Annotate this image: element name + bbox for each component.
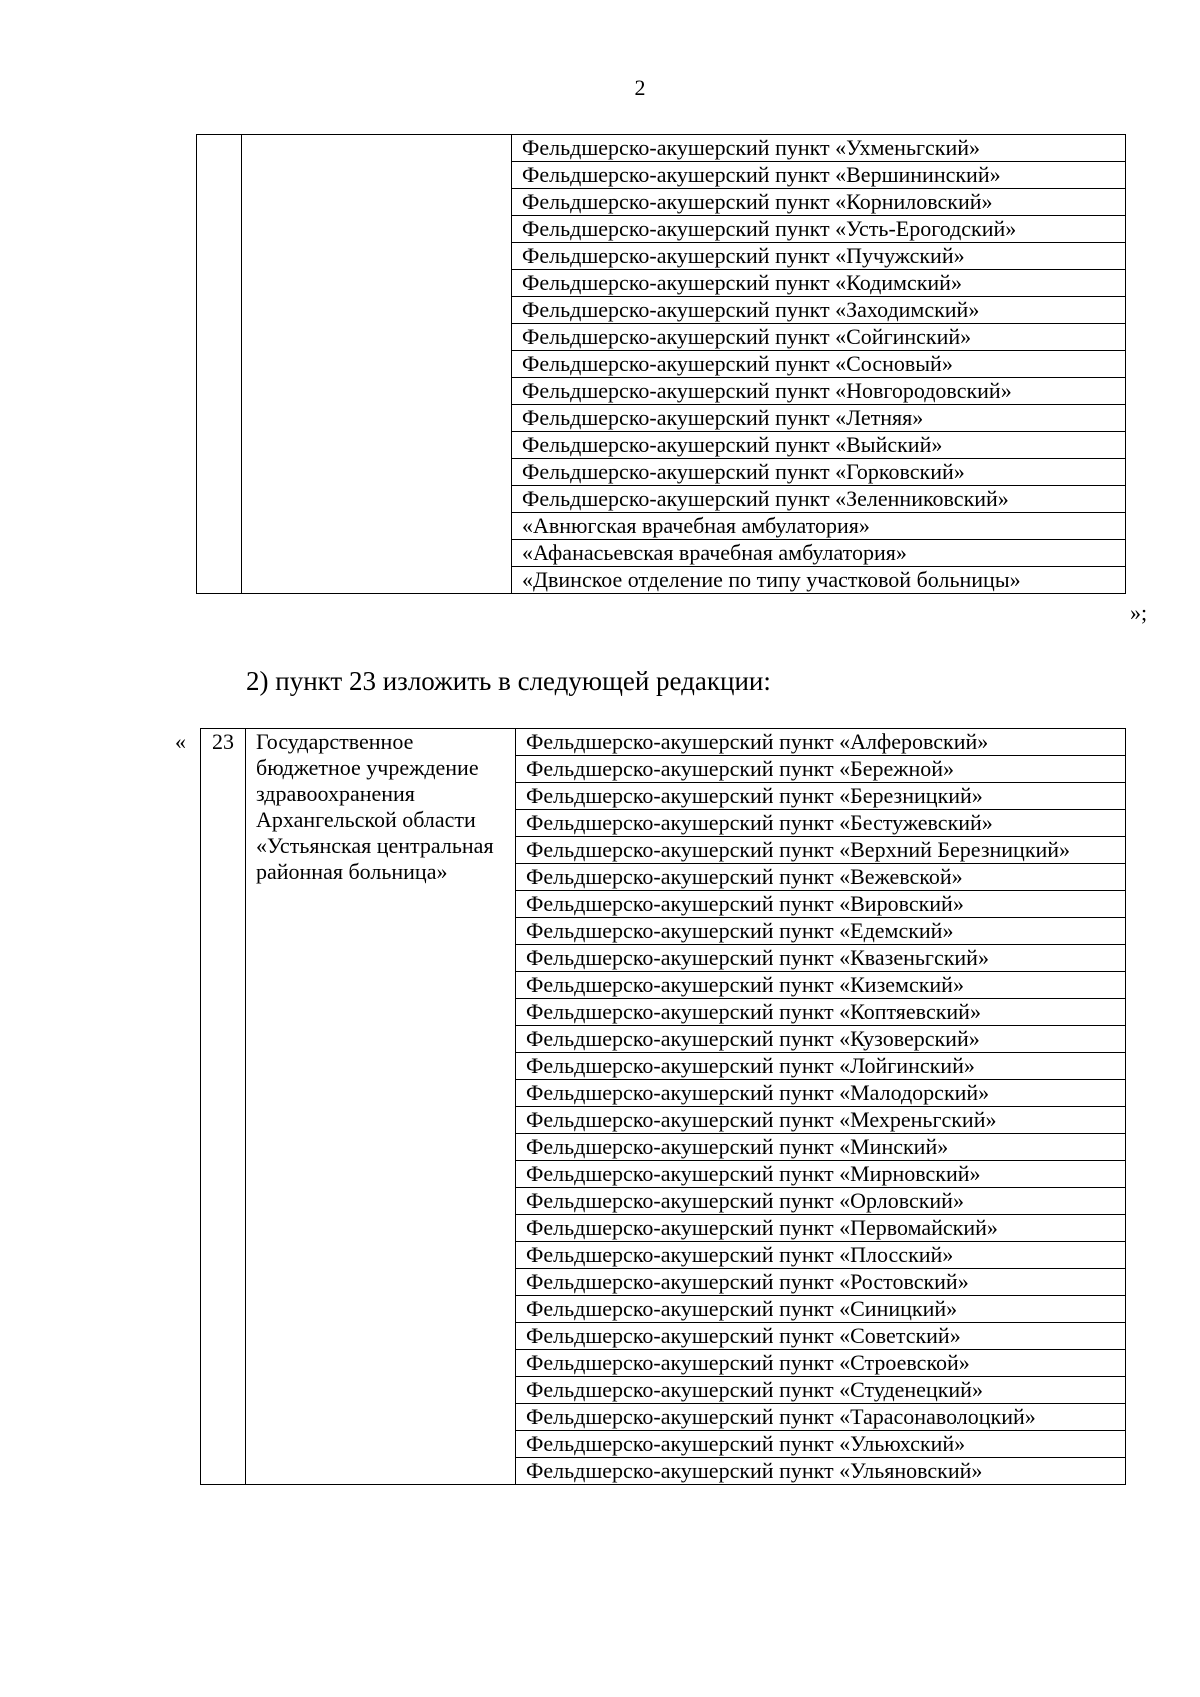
amendment-instruction: 2) пункт 23 изложить в следующей редакции:: [246, 666, 771, 696]
facility-cell: Фельдшерско-акушерский пункт «Новгородовский»: [512, 378, 1126, 405]
facility-cell: Фельдшерско-акушерский пункт «Ульюхский»: [516, 1431, 1126, 1458]
facility-cell: Фельдшерско-акушерский пункт «Мирновский»: [516, 1161, 1126, 1188]
institution-cell: Государственное бюджетное учреждение здравоохранения Архангельской области «Устьянская центральная районная больница»: [246, 729, 516, 1485]
facility-cell: Фельдшерско-акушерский пункт «Первомайский»: [516, 1215, 1126, 1242]
institution-cell: [242, 135, 512, 594]
facility-cell: Фельдшерско-акушерский пункт «Строевской»: [516, 1350, 1126, 1377]
facility-cell: Фельдшерско-акушерский пункт «Березницкий»: [516, 783, 1126, 810]
closing-quote-mark: »;: [1130, 600, 1148, 625]
facility-cell: Фельдшерско-акушерский пункт «Сосновый»: [512, 351, 1126, 378]
opening-quote-mark: «: [175, 729, 186, 754]
facility-cell: Фельдшерско-акушерский пункт «Едемский»: [516, 918, 1126, 945]
facility-cell: Фельдшерско-акушерский пункт «Сойгинский»: [512, 324, 1126, 351]
facility-cell: Фельдшерско-акушерский пункт «Студенецкий»: [516, 1377, 1126, 1404]
facility-cell: Фельдшерско-акушерский пункт «Вировский»: [516, 891, 1126, 918]
facility-cell: Фельдшерско-акушерский пункт «Летняя»: [512, 405, 1126, 432]
facility-cell: Фельдшерско-акушерский пункт «Орловский»: [516, 1188, 1126, 1215]
facility-cell: «Двинское отделение по типу участковой больницы»: [512, 567, 1126, 594]
facility-cell: Фельдшерско-акушерский пункт «Ульяновский»: [516, 1458, 1126, 1485]
facility-cell: Фельдшерско-акушерский пункт «Ростовский»: [516, 1269, 1126, 1296]
facility-cell: Фельдшерско-акушерский пункт «Квазеньгский»: [516, 945, 1126, 972]
table-row: [201, 729, 1126, 756]
facility-cell: Фельдшерско-акушерский пункт «Синицкий»: [516, 1296, 1126, 1323]
facility-cell: Фельдшерско-акушерский пункт «Советский»: [516, 1323, 1126, 1350]
facility-cell: Фельдшерско-акушерский пункт «Бестужевский»: [516, 810, 1126, 837]
facility-cell: Фельдшерско-акушерский пункт «Верхний Березницкий»: [516, 837, 1126, 864]
facility-cell: Фельдшерско-акушерский пункт «Лойгинский»: [516, 1053, 1126, 1080]
facility-cell: Фельдшерско-акушерский пункт «Киземский»: [516, 972, 1126, 999]
facility-cell: Фельдшерско-акушерский пункт «Минский»: [516, 1134, 1126, 1161]
facility-cell: Фельдшерско-акушерский пункт «Плосский»: [516, 1242, 1126, 1269]
number-cell: 23: [201, 729, 246, 1485]
facility-cell: Фельдшерско-акушерский пункт «Корниловский»: [512, 189, 1126, 216]
facility-cell: Фельдшерско-акушерский пункт «Коптяевский»: [516, 999, 1126, 1026]
facilities-table-item-23: [200, 728, 1126, 1485]
facility-cell: Фельдшерско-акушерский пункт «Тарасонаволоцкий»: [516, 1404, 1126, 1431]
facility-cell: «Афанасьевская врачебная амбулатория»: [512, 540, 1126, 567]
facility-cell: Фельдшерско-акушерский пункт «Выйский»: [512, 432, 1126, 459]
page-number: 2: [634, 75, 646, 100]
facility-cell: Фельдшерско-акушерский пункт «Мехреньгский»: [516, 1107, 1126, 1134]
number-cell: [197, 135, 242, 594]
facility-cell: Фельдшерско-акушерский пункт «Вежевской»: [516, 864, 1126, 891]
facility-cell: Фельдшерско-акушерский пункт «Малодорский»: [516, 1080, 1126, 1107]
facility-cell: Фельдшерско-акушерский пункт «Пучужский»: [512, 243, 1126, 270]
facility-cell: «Авнюгская врачебная амбулатория»: [512, 513, 1126, 540]
facility-cell: Фельдшерско-акушерский пункт «Заходимский»: [512, 297, 1126, 324]
facility-cell: Фельдшерско-акушерский пункт «Кодимский»: [512, 270, 1126, 297]
facility-cell: Фельдшерско-акушерский пункт «Усть-Ерогодский»: [512, 216, 1126, 243]
table-row: [197, 135, 1126, 162]
facility-cell: Фельдшерско-акушерский пункт «Кузоверский»: [516, 1026, 1126, 1053]
facility-cell: Фельдшерско-акушерский пункт «Бережной»: [516, 756, 1126, 783]
facility-cell: Фельдшерско-акушерский пункт «Алферовский»: [516, 729, 1126, 756]
facilities-table-continued: [196, 134, 1126, 594]
facility-cell: Фельдшерско-акушерский пункт «Ухменьгский»: [512, 135, 1126, 162]
facility-cell: Фельдшерско-акушерский пункт «Зеленниковский»: [512, 486, 1126, 513]
facility-cell: Фельдшерско-акушерский пункт «Горковский»: [512, 459, 1126, 486]
facility-cell: Фельдшерско-акушерский пункт «Вершининский»: [512, 162, 1126, 189]
